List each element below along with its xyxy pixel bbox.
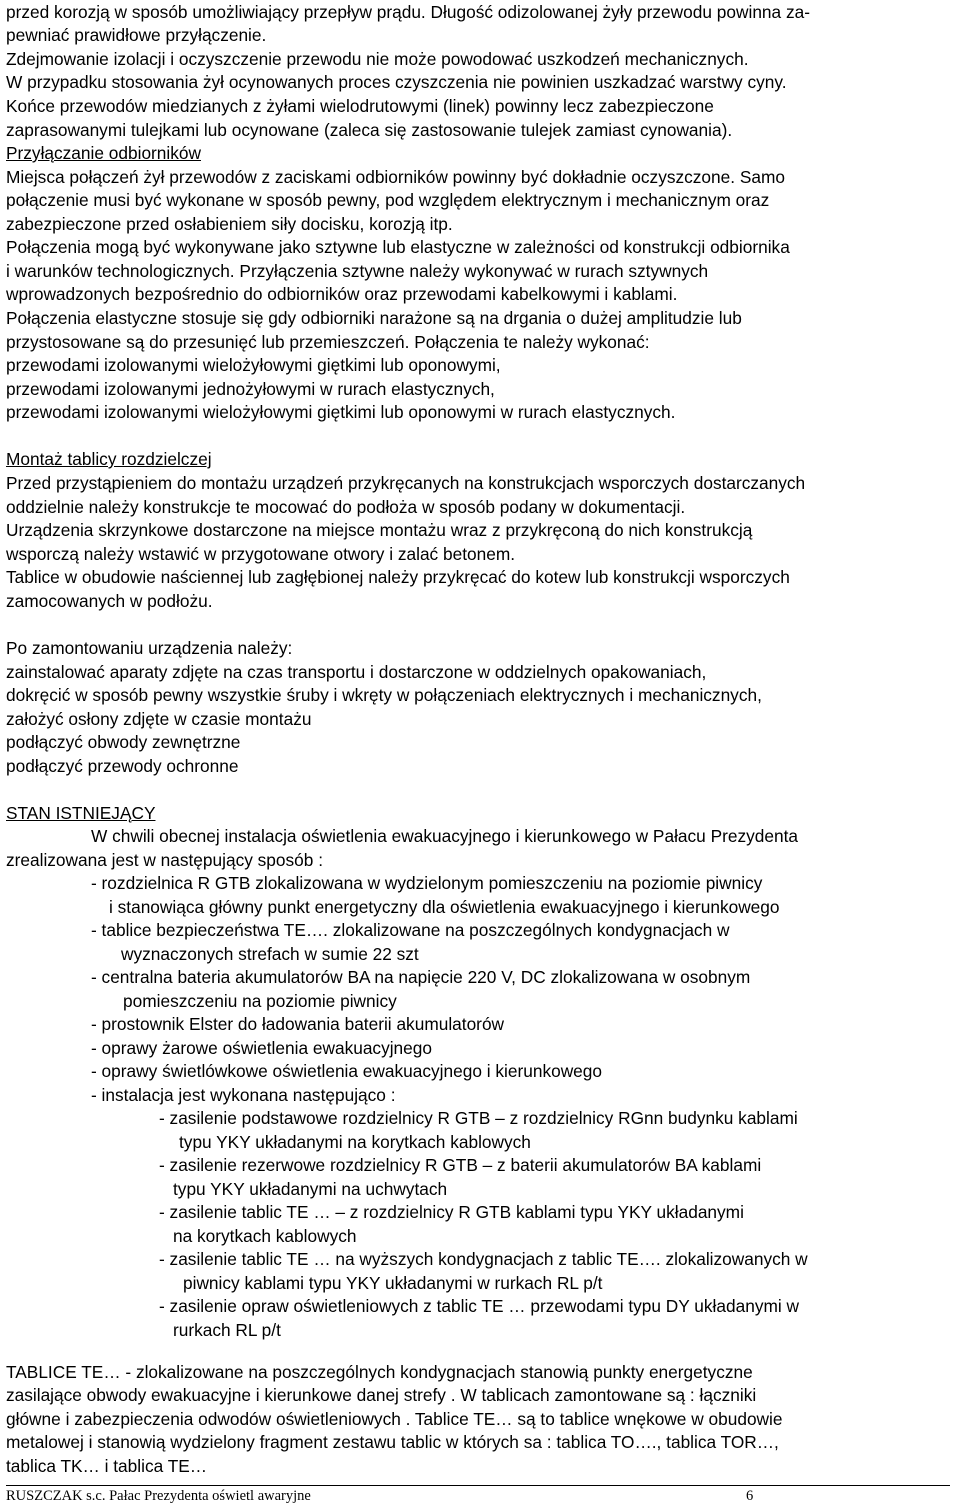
text-line: Końce przewodów miedzianych z żyłami wielodrutowymi (linek) powinny lecz zabezpieczone bbox=[6, 96, 714, 116]
text-line: - tablice bezpieczeństwa TE…. zlokalizowane na poszczególnych kondygnacjach w bbox=[91, 920, 730, 940]
text-line: Miejsca połączeń żył przewodów z zaciskami odbiorników powinny być dokładnie oczyszczone. Samo bbox=[6, 167, 785, 187]
text-line: W chwili obecnej instalacja oświetlenia ewakuacyjnego i kierunkowego w Pałacu Prezydenta bbox=[91, 826, 798, 846]
text-line: podłączyć obwody zewnętrzne bbox=[6, 732, 241, 752]
text-line: typu YKY układanymi na uchwytach bbox=[173, 1179, 448, 1199]
text-line: Urządzenia skrzynkowe dostarczone na miejsce montażu wraz z przykręconą do nich konstrukcją bbox=[6, 520, 753, 540]
text-line: - rozdzielnica R GTB zlokalizowana w wydzielonym pomieszczeniu na poziomie piwnicy bbox=[91, 873, 763, 893]
text-line: Przed przystąpieniem do montażu urządzeń przykręcanych na konstrukcjach wsporczych dostarczanych bbox=[6, 473, 806, 493]
text-line: Po zamontowaniu urządzenia należy: bbox=[6, 638, 293, 658]
text-line: dokręcić w sposób pewny wszystkie śruby i wkręty w połączeniach elektrycznych i mechanicznych, bbox=[6, 685, 762, 705]
text-line: piwnicy kablami typu YKY układanymi w rurkach RL p/t bbox=[183, 1273, 603, 1293]
text-line: - zasilenie tablic TE … – z rozdzielnicy R GTB kablami typu YKY układanymi bbox=[159, 1202, 744, 1222]
section-heading: STAN ISTNIEJĄCY bbox=[6, 803, 156, 823]
text-line: i stanowiąca główny punkt energetyczny dla oświetlenia ewakuacyjnego i kierunkowego bbox=[109, 897, 780, 917]
text-line: wprowadzonych bezpośrednio do odbiorników oraz przewodami kabelkowymi i kablami. bbox=[6, 284, 678, 304]
text-line: przewodami izolowanymi wielożyłowymi giętkimi lub oponowymi w rurach elastycznych. bbox=[6, 402, 676, 422]
text-line: na korytkach kablowych bbox=[173, 1226, 357, 1246]
text-line: rurkach RL p/t bbox=[173, 1320, 281, 1340]
text-line: TABLICE TE… - zlokalizowane na poszczególnych kondygnacjach stanowią punkty energetyczne bbox=[6, 1362, 753, 1382]
text-line: i warunków technologicznych. Przyłączenia sztywne należy wykonywać w rurach sztywnych bbox=[6, 261, 709, 281]
text-line: główne i zabezpieczenia odwodów oświetleniowych . Tablice TE… są to tablice wnękowe w obudowie bbox=[6, 1409, 783, 1429]
text-line: zasilające obwody ewakuacyjne i kierunkowe danej strefy . W tablicach zamontowane są : łączniki bbox=[6, 1385, 757, 1405]
text-line: - centralna bateria akumulatorów BA na napięcie 220 V, DC zlokalizowana w osobnym bbox=[91, 967, 751, 987]
text-line: przewodami izolowanymi wielożyłowymi giętkimi lub oponowymi, bbox=[6, 355, 501, 375]
text-line: przed korozją w sposób umożliwiający przepływ prądu. Długość odizolowanej żyły przewodu powinna za- bbox=[6, 2, 810, 22]
text-line: - zasilenie opraw oświetleniowych z tablic TE … przewodami typu DY układanymi w bbox=[159, 1296, 799, 1316]
section-heading: Przyłączanie odbiorników bbox=[6, 143, 201, 163]
section-heading: Montaż tablicy rozdzielczej bbox=[6, 449, 212, 469]
text-line: zrealizowana jest w następujący sposób : bbox=[6, 850, 323, 870]
text-line: oddzielnie należy konstrukcje te mocować do podłoża w sposób podany w dokumentacji. bbox=[6, 497, 686, 517]
text-line: typu YKY układanymi na korytkach kablowych bbox=[179, 1132, 531, 1152]
text-line: zabezpieczone przed osłabieniem siły docisku, korozją itp. bbox=[6, 214, 453, 234]
text-line: - oprawy świetlówkowe oświetlenia ewakuacyjnego i kierunkowego bbox=[91, 1061, 603, 1081]
text-line: zaprasowanymi tulejkami lub ocynowane (zaleca się zastosowanie tulejek zamiast cynowania). bbox=[6, 120, 733, 140]
text-line: wyznaczonych strefach w sumie 22 szt bbox=[121, 944, 419, 964]
text-line: - prostownik Elster do ładowania baterii akumulatorów bbox=[91, 1014, 505, 1034]
text-line: - zasilenie tablic TE … na wyższych kondygnacjach z tablic TE…. zlokalizowanych w bbox=[159, 1249, 808, 1269]
text-line: połączenie musi być wykonane w sposób pewny, pod względem elektrycznym i mechanicznym oraz bbox=[6, 190, 770, 210]
text-line: Połączenia elastyczne stosuje się gdy odbiorniki narażone są na drgania o dużej amplitudzie lub bbox=[6, 308, 742, 328]
text-line: Zdejmowanie izolacji i oczyszczenie przewodu nie może powodować uszkodzeń mechanicznych. bbox=[6, 49, 749, 69]
text-line: Tablice w obudowie naściennej lub zagłębionej należy przykręcać do kotew lub konstrukcji wsporczych bbox=[6, 567, 790, 587]
footer-rule bbox=[6, 1485, 950, 1486]
text-line: pewniać prawidłowe przyłączenie. bbox=[6, 25, 267, 45]
text-line: W przypadku stosowania żył ocynowanych proces czyszczenia nie powinien uszkadzać warstwy cyny. bbox=[6, 72, 787, 92]
text-line: metalowej i stanowią wydzielony fragment zestawu tablic w których sa : tablica TO…., tablica TOR…, bbox=[6, 1432, 779, 1452]
text-line: - oprawy żarowe oświetlenia ewakuacyjnego bbox=[91, 1038, 433, 1058]
text-line: przystosowane są do przesunięć lub przemieszczeń. Połączenia te należy wykonać: bbox=[6, 332, 650, 352]
text-line: zamocowanych w podłożu. bbox=[6, 591, 213, 611]
text-line: wsporczą należy wstawić w przygotowane otwory i zalać betonem. bbox=[6, 544, 516, 564]
text-line: zainstalować aparaty zdjęte na czas transportu i dostarczone w oddzielnych opakowaniach, bbox=[6, 662, 707, 682]
text-line: tablica TK… i tablica TE… bbox=[6, 1456, 208, 1476]
text-line: Połączenia mogą być wykonywane jako sztywne lub elastyczne w zależności od konstrukcji odbiornika bbox=[6, 237, 790, 257]
text-line: podłączyć przewody ochronne bbox=[6, 756, 239, 776]
text-line: założyć osłony zdjęte w czasie montażu bbox=[6, 709, 312, 729]
text-line: - instalacja jest wykonana następująco : bbox=[91, 1085, 396, 1105]
page-number: 6 bbox=[746, 1488, 754, 1504]
text-line: - zasilenie podstawowe rozdzielnicy R GTB – z rozdzielnicy RGnn budynku kablami bbox=[159, 1108, 798, 1128]
text-line: - zasilenie rezerwowe rozdzielnicy R GTB – z baterii akumulatorów BA kablami bbox=[159, 1155, 762, 1175]
text-line: pomieszczeniu na poziomie piwnicy bbox=[123, 991, 397, 1011]
text-line: przewodami izolowanymi jednożyłowymi w rurach elastycznych, bbox=[6, 379, 495, 399]
footer-text: RUSZCZAK s.c. Pałac Prezydenta oświetl awaryjne bbox=[6, 1488, 311, 1504]
